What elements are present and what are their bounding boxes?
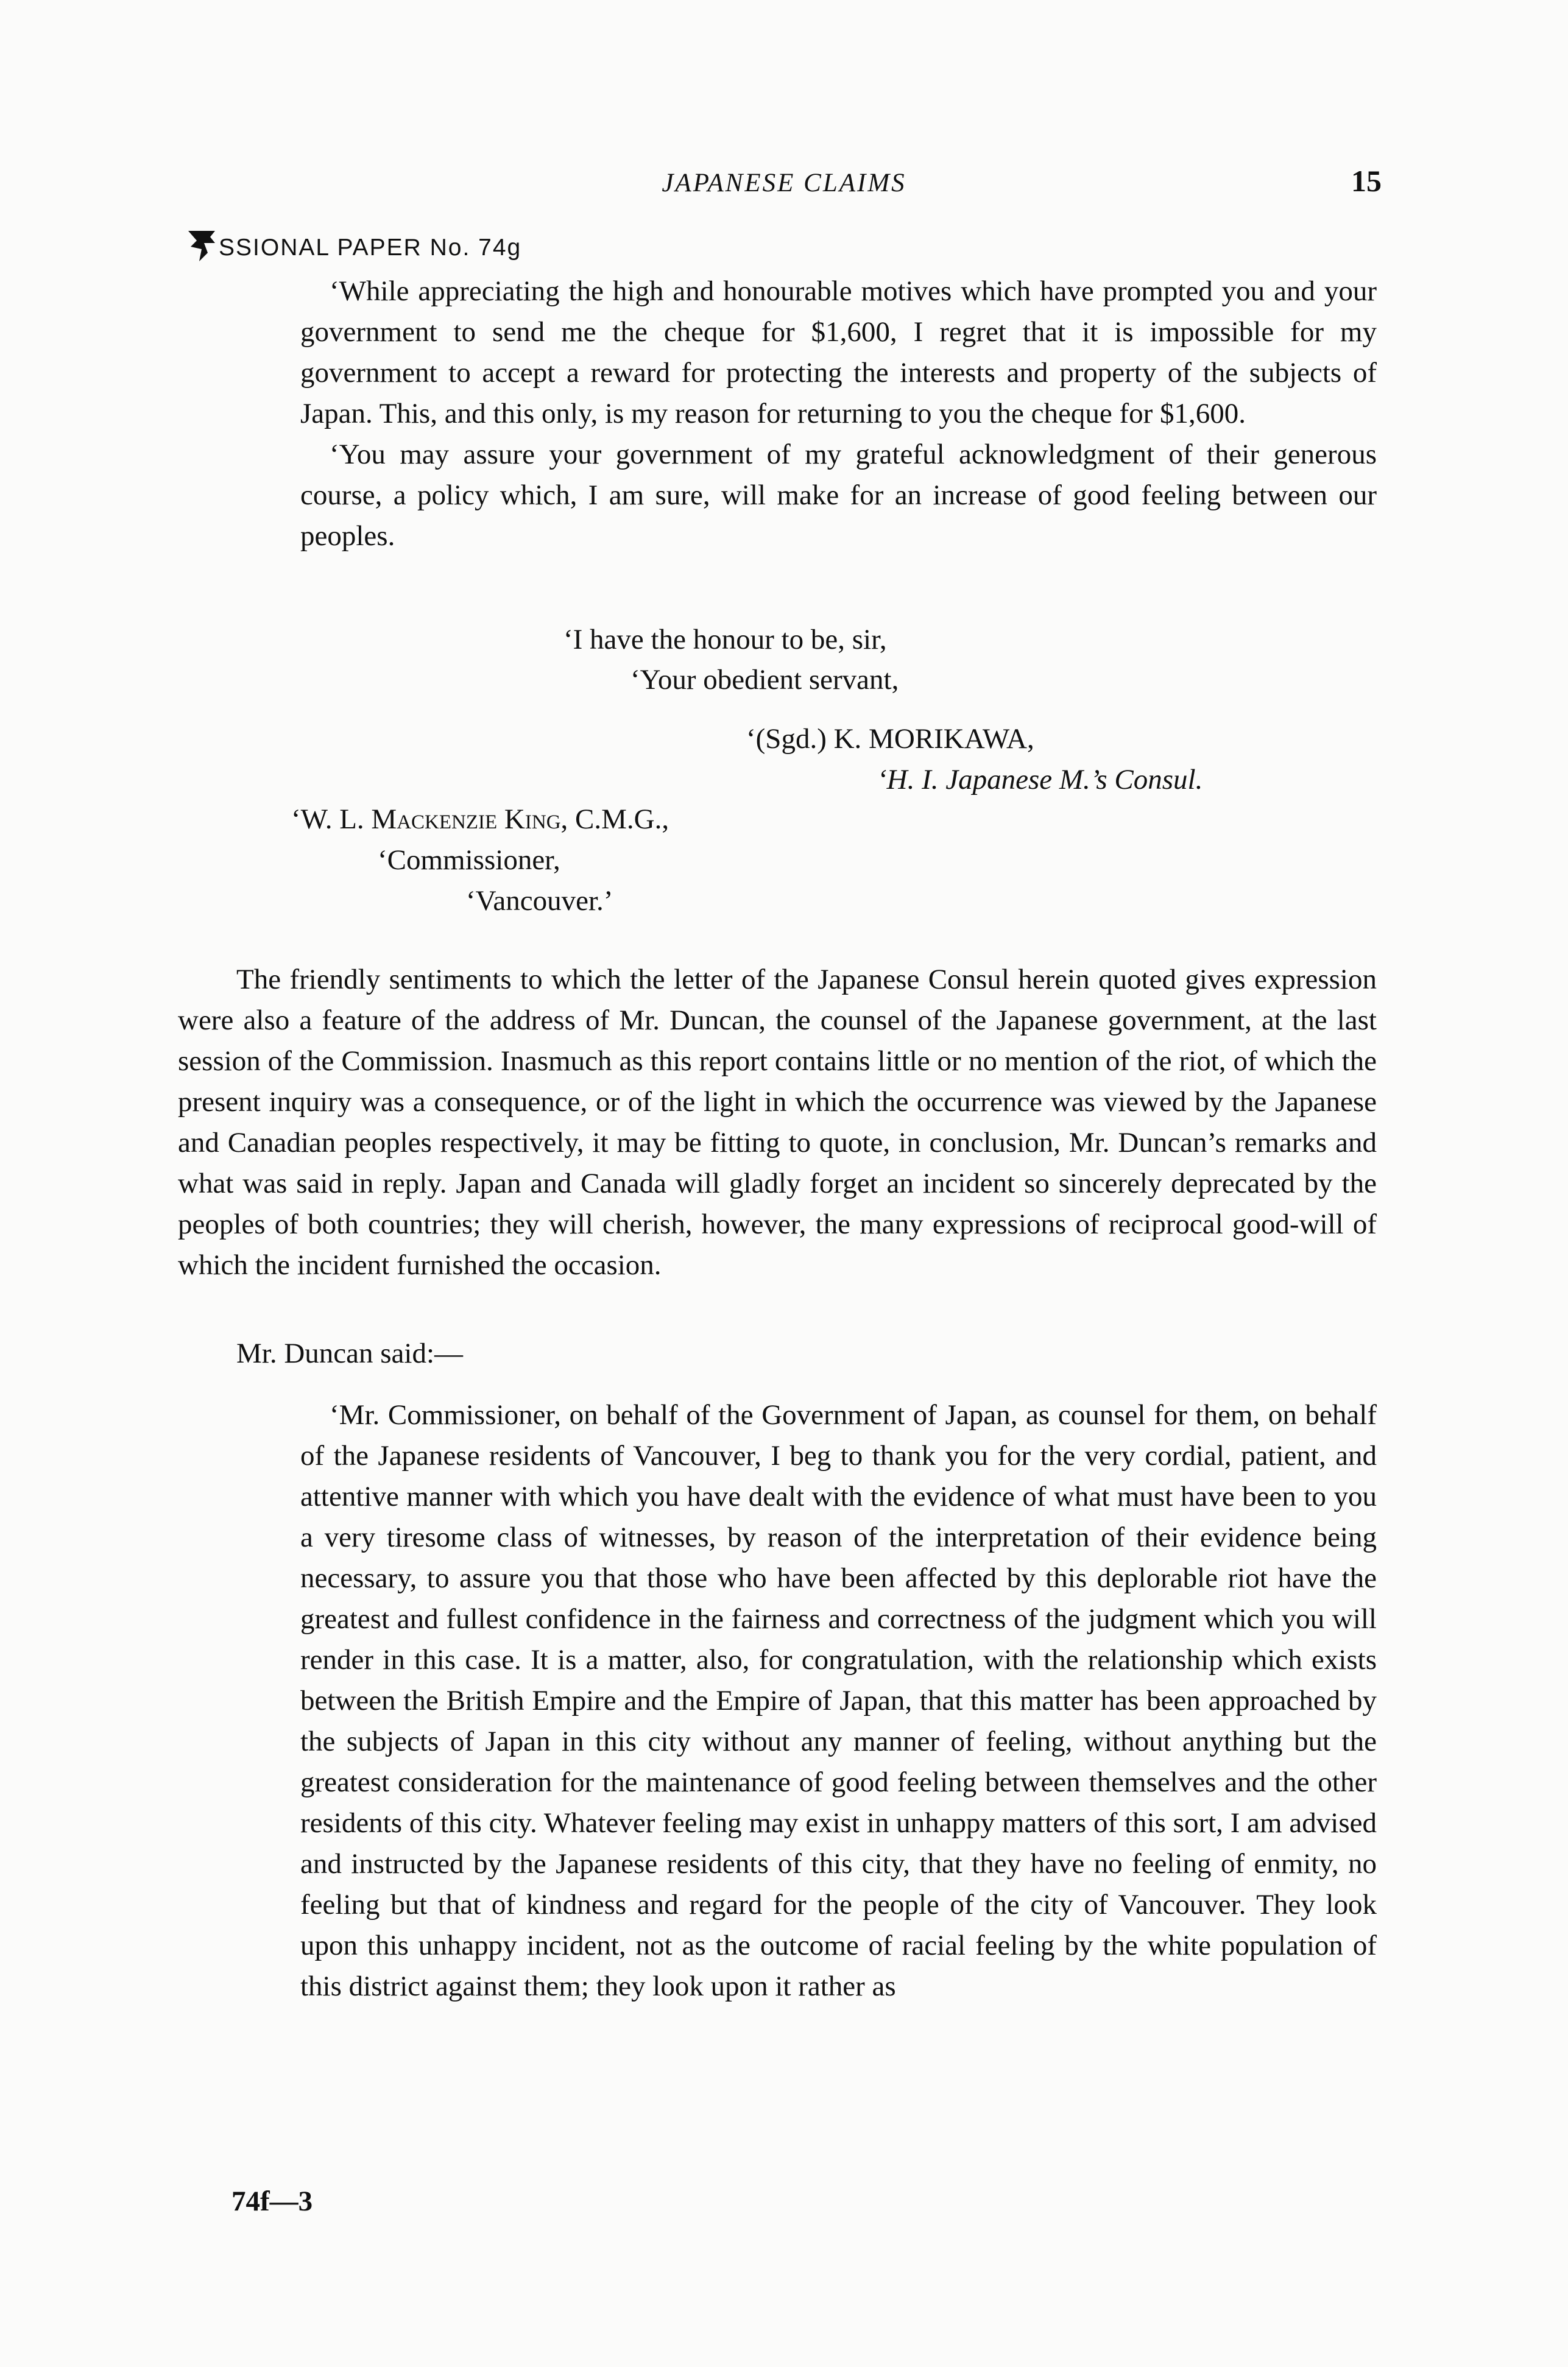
letter-addressee-name bbox=[291, 803, 669, 836]
letter-signature-name: ‘(Sgd.) K. MORIKAWA, bbox=[746, 723, 1034, 755]
letter-addressee-role: ‘Commissioner, bbox=[378, 844, 560, 876]
letter-closing-line: ‘I have the honour to be, sir, bbox=[563, 624, 887, 655]
duncan-quote bbox=[300, 1395, 1377, 2007]
letter-addressee-place: ‘Vancouver.’ bbox=[466, 885, 613, 917]
body-paragraph: The friendly sentiments to which the letter of the Japanese Consul herein quoted gives expression were also a feature of the address of Mr. Duncan, the counsel of the Japanese government, at the last session of the Commission. Inasmuch as this report contains little or no mention of the riot, of which the present inquiry was a consequence, or of the light in which the occurrence was viewed by the Japanese and Canadian peoples respectively, it may be fitting to quote, in conclusion, Mr. Duncan’s remarks and what was said in reply. Japan and Canada will gladly forget an incident so sincerely deprecated by the peoples of both countries; they will cherish, however, the many expressions of reciprocal good-will of which the incident furnished the occasion. bbox=[178, 964, 1377, 1281]
page-number: 15 bbox=[1351, 164, 1382, 198]
sessional-paper-label bbox=[186, 228, 521, 264]
sessional-paper-text: SSIONAL PAPER No. 74g bbox=[219, 235, 522, 261]
running-head: JAPANESE CLAIMS bbox=[662, 169, 906, 197]
letter-body bbox=[300, 271, 1377, 557]
letter-closing-line: ‘Your obedient servant, bbox=[630, 664, 899, 696]
duncan-said-line: Mr. Duncan said:— bbox=[236, 1338, 464, 1369]
signature-mark: 74f—3 bbox=[231, 2185, 313, 2217]
addressee-suffix: , C.M.G., bbox=[560, 803, 669, 835]
addressee-surname: Mackenzie King bbox=[371, 803, 561, 835]
letter-paragraph: ‘You may assure your government of my grateful acknowledgment of their generous course, a policy which, I am sure, will make for an increase of good feeling between our peoples. bbox=[300, 439, 1377, 552]
letter-paragraph: ‘While appreciating the high and honourable motives which have prompted you and your government to send me the cheque for $1,600, I regret that it is impossible for my government to accept a reward for protecting the interests and property of the subjects of Japan. This, and this only, is my reason for returning to you the cheque for $1,600. bbox=[300, 275, 1377, 429]
body-paragraph-block bbox=[178, 959, 1377, 1286]
letter-signature-title: ‘H. I. Japanese M.’s Consul. bbox=[877, 764, 1203, 795]
addressee-prefix: ‘W. L. bbox=[291, 803, 372, 835]
quote-paragraph: ‘Mr. Commissioner, on behalf of the Government of Japan, as counsel for them, on behalf of the Japanese residents of Vancouver, I beg to thank you for the very cordial, patient, and attentive manner with which you have dealt with the evidence of what must have been to you a very tiresome class of witnesses, by reason of the interpretation of their evidence being necessary, to assure you that those who have been affected by this deplorable riot have the greatest and fullest confidence in the fairness and correctness of the judgment which you will render in this case. It is a matter, also, for congratulation, with the relationship which exists between the British Empire and the Empire of Japan, that this matter has been approached by the subjects of Japan in this city without any manner of feeling, without anything but the greatest consideration for the maintenance of good feeling between themselves and the other residents of this city. Whatever feeling may exist in unhappy matters of this sort, I am advised and instructed by the Japanese residents of this city, that they have no feeling of enmity, no feeling but that of kindness and regard for the people of the city of Vancouver. They look upon this unhappy incident, not as the outcome of racial feeling by the white population of this district against them; they look upon it rather as bbox=[300, 1399, 1377, 2002]
printer-ornament-icon bbox=[186, 228, 217, 264]
